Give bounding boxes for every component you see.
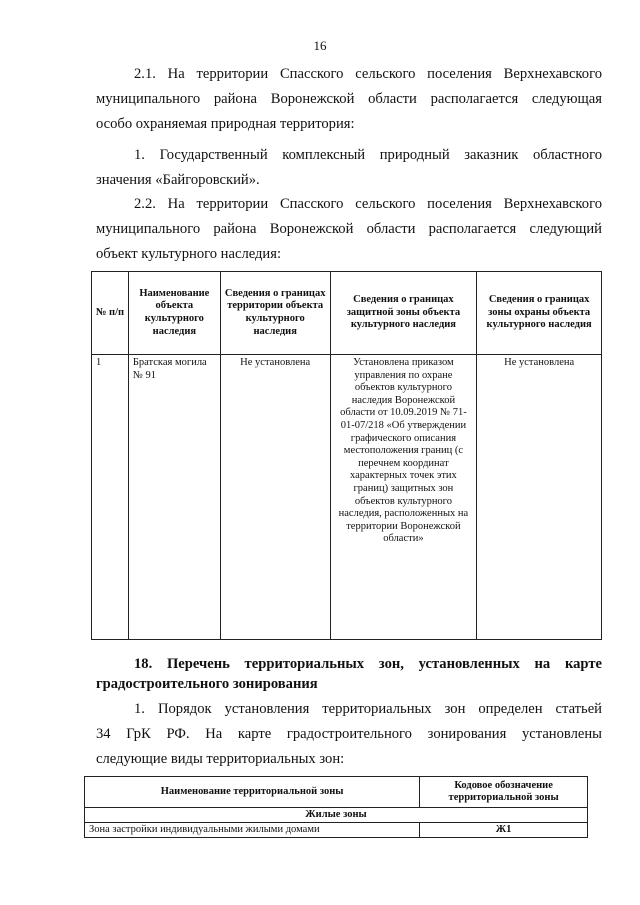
table-row bbox=[85, 823, 588, 838]
paragraph-line: объект культурного наследия: bbox=[96, 246, 282, 262]
paragraph-line: муниципального района Воронежской области располагается следующая bbox=[96, 91, 602, 107]
zones-table bbox=[84, 776, 588, 838]
column-header: Наименование объекта культурного наследия bbox=[128, 272, 220, 355]
paragraph-18-1 bbox=[96, 697, 602, 772]
cell-zone-name: Зона застройки индивидуальными жилыми домами bbox=[85, 823, 420, 838]
section-18-heading bbox=[96, 654, 602, 694]
paragraph-line: следующие виды территориальных зон: bbox=[96, 751, 345, 767]
heritage-table bbox=[91, 271, 602, 640]
column-header: № п/п bbox=[92, 272, 129, 355]
cell-territory: Не установлена bbox=[220, 355, 330, 640]
heading-line: 18. Перечень территориальных зон, установленных на карте bbox=[134, 656, 602, 672]
paragraph-line: 1. Порядок установления территориальных зон определен статьей bbox=[134, 701, 602, 717]
paragraph-line: муниципального района Воронежской области располагается следующий bbox=[96, 221, 602, 237]
paragraph-2-2 bbox=[96, 192, 602, 267]
paragraph-line: 1. Государственный комплексный природный заказник областного bbox=[134, 147, 602, 163]
paragraph-line: 2.2. На территории Спасского сельского поселения Верхнехавского bbox=[134, 196, 602, 212]
page-number: 16 bbox=[313, 38, 327, 53]
cell-object-name: Братская могила № 91 bbox=[128, 355, 220, 640]
paragraph-line: 2.1. На территории Спасского сельского поселения Верхнехавского bbox=[134, 66, 602, 82]
column-header: Кодовое обозначение территориальной зоны bbox=[420, 777, 588, 808]
cell-number: 1 bbox=[92, 355, 129, 640]
column-header: Наименование территориальной зоны bbox=[85, 777, 420, 808]
table-row bbox=[92, 355, 602, 640]
cell-protective-zone: Установлена приказом управления по охране объектов культурного наследия Воронежской области от 10.09.2019 № 71-01-07/218 «Об утверждении графического описания местоположения границ (с перечнем координат характерных точек этих границ) защитных зон объектов культурного наследия, расположенных на территории Воронежской области» bbox=[330, 355, 477, 640]
heading-line: градостроительного зонирования bbox=[96, 676, 318, 692]
paragraph-line: 34 ГрК РФ. На карте градостроительного зонирования установлены bbox=[96, 726, 602, 742]
list-item-1 bbox=[96, 143, 602, 193]
column-header: Сведения о границах территории объекта культурного наследия bbox=[220, 272, 330, 355]
cell-zone-code: Ж1 bbox=[420, 823, 588, 838]
table-header-row bbox=[85, 777, 588, 808]
paragraph-line: особо охраняемая природная территория: bbox=[96, 116, 355, 132]
column-header: Сведения о границах зоны охраны объекта культурного наследия bbox=[477, 272, 602, 355]
paragraph-line: значения «Байгоровский». bbox=[96, 172, 260, 188]
column-header: Сведения о границах защитной зоны объекта культурного наследия bbox=[330, 272, 477, 355]
table-group-row bbox=[85, 808, 588, 823]
table-header-row bbox=[92, 272, 602, 355]
cell-security-zone: Не установлена bbox=[477, 355, 602, 640]
paragraph-2-1 bbox=[96, 62, 602, 137]
zone-group-label: Жилые зоны bbox=[85, 808, 588, 823]
